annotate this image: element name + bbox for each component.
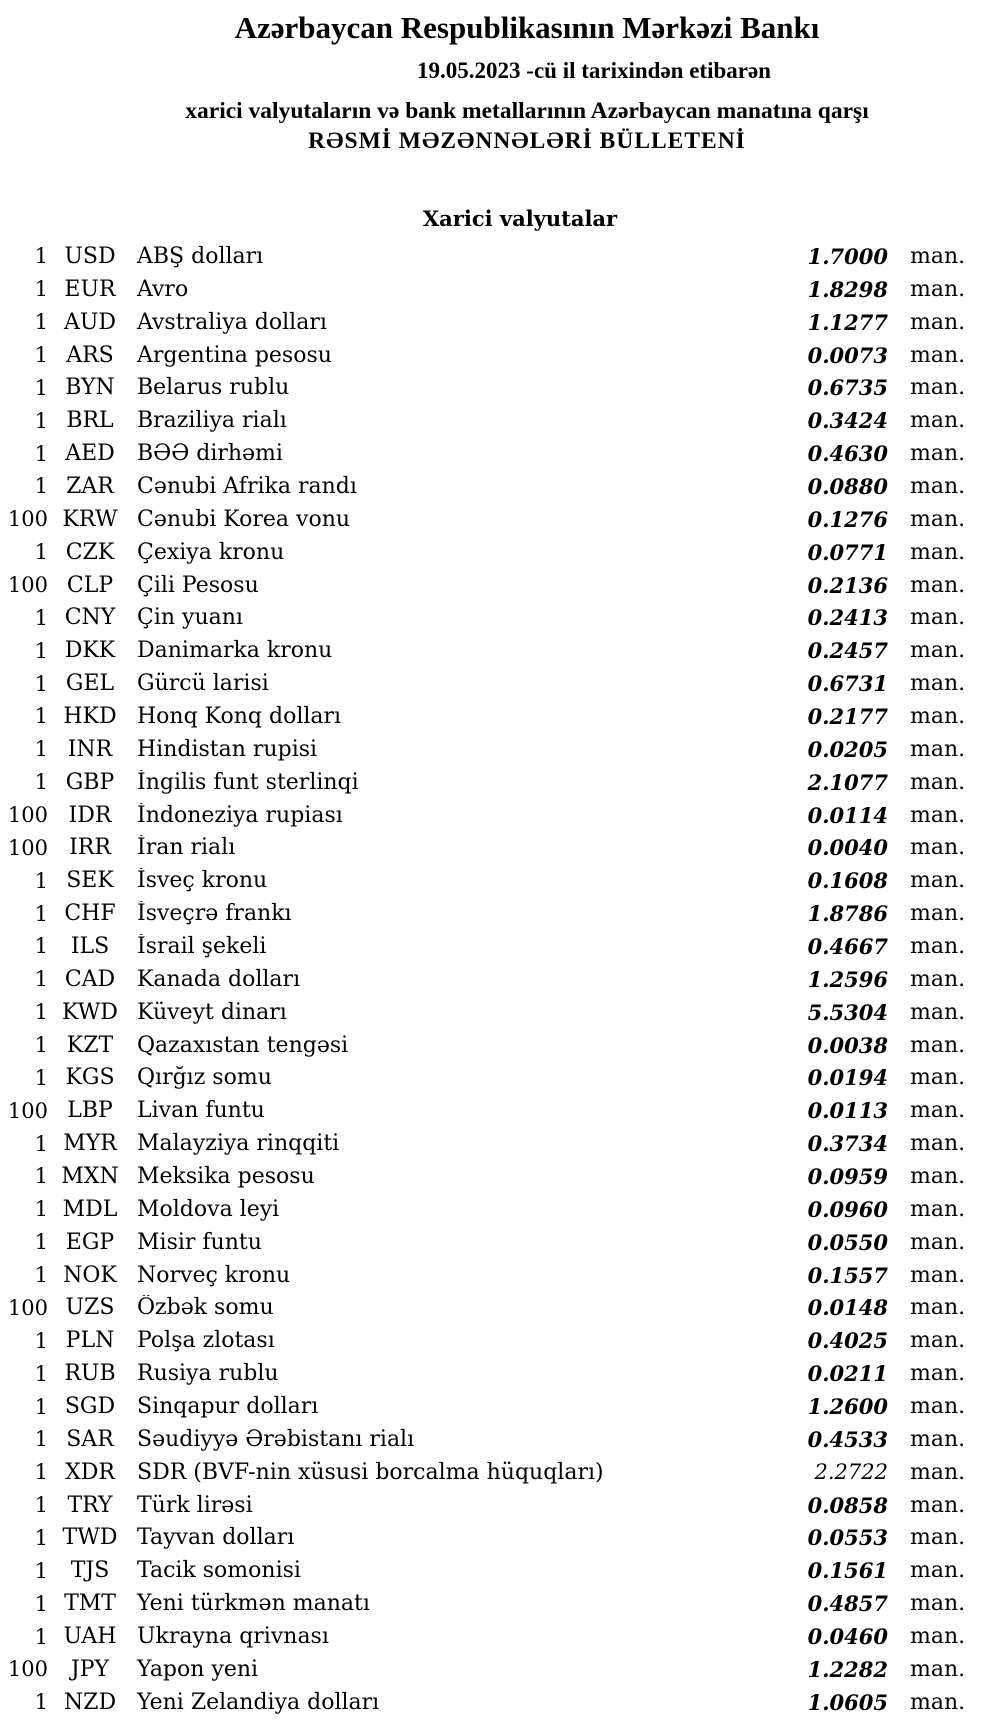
currency-name: Qırğız somu xyxy=(137,1065,272,1091)
currency-code: IRR xyxy=(69,835,111,861)
currency-code: BRL xyxy=(66,408,114,434)
currency-code: GBP xyxy=(65,769,115,795)
manat-unit-label: man. xyxy=(910,506,966,532)
rate-value: 0.0550 xyxy=(807,1229,888,1255)
manat-unit-label: man. xyxy=(910,1163,966,1189)
rate-quantity: 1 xyxy=(34,605,48,630)
currency-code: SAR xyxy=(66,1426,114,1452)
exchange-rates-table xyxy=(0,240,970,1719)
rate-quantity: 1 xyxy=(34,1394,48,1419)
rate-row xyxy=(0,536,970,569)
manat-unit-label: man. xyxy=(910,638,966,664)
rate-quantity: 100 xyxy=(7,835,48,860)
currency-code: CNY xyxy=(64,605,116,631)
currency-code: IDR xyxy=(68,802,112,828)
currency-code: SGD xyxy=(64,1394,116,1419)
bank-title: Azərbaycan Respublikasının Mərkəzi Bankı xyxy=(234,10,820,45)
manat-unit-label: man. xyxy=(910,769,966,795)
rate-quantity: 1 xyxy=(34,277,48,302)
rate-row xyxy=(0,1029,970,1062)
currency-name: İngilis funt sterlinqi xyxy=(137,769,359,795)
currency-code: GEL xyxy=(65,671,115,697)
rate-quantity: 1 xyxy=(34,1558,48,1583)
rate-quantity: 100 xyxy=(7,573,48,598)
rate-value: 0.0194 xyxy=(807,1065,888,1091)
currency-name: Malayziya rinqqiti xyxy=(137,1131,340,1157)
rate-quantity: 1 xyxy=(34,638,48,663)
rate-value: 0.0880 xyxy=(807,473,888,499)
currency-code: TJS xyxy=(70,1558,110,1584)
rate-quantity: 1 xyxy=(34,1164,48,1189)
rate-quantity: 1 xyxy=(34,1591,48,1616)
rate-row xyxy=(0,1620,970,1653)
rate-value: 0.0858 xyxy=(807,1492,888,1518)
rate-row xyxy=(0,306,970,339)
currency-code: ARS xyxy=(66,342,114,368)
currency-name: Sinqapur dolları xyxy=(137,1394,319,1419)
rate-value: 0.6735 xyxy=(807,375,888,401)
currency-name: Qazaxıstan tengəsi xyxy=(137,1032,349,1058)
rate-row xyxy=(0,1390,970,1423)
rate-quantity: 1 xyxy=(34,1525,48,1550)
currency-code: DKK xyxy=(64,638,116,664)
rate-quantity: 1 xyxy=(34,967,48,992)
bulletin-title: RƏSMİ MƏZƏNNƏLƏRİ BÜLLETENİ xyxy=(308,128,746,154)
manat-unit-label: man. xyxy=(910,835,966,861)
rate-value: 0.0113 xyxy=(807,1098,888,1124)
currency-name: Gürcü larisi xyxy=(137,671,269,697)
currency-code: UZS xyxy=(65,1295,115,1321)
manat-unit-label: man. xyxy=(910,999,966,1025)
rate-row xyxy=(0,1094,970,1127)
currency-code: MDL xyxy=(62,1196,118,1222)
currency-code: ILS xyxy=(70,933,110,959)
manat-unit-label: man. xyxy=(910,1525,966,1551)
currency-code: KGS xyxy=(65,1065,115,1091)
currency-name: Norveç kronu xyxy=(137,1262,291,1288)
rate-row xyxy=(0,273,970,306)
currency-name: Braziliya rialı xyxy=(137,408,287,434)
rate-quantity: 1 xyxy=(34,310,48,335)
rate-quantity: 100 xyxy=(7,803,48,828)
currency-name: Danimarka kronu xyxy=(137,638,333,664)
rate-value: 5.5304 xyxy=(807,999,888,1025)
rate-row xyxy=(0,601,970,634)
rate-row xyxy=(0,799,970,832)
rate-value: 0.0148 xyxy=(807,1295,888,1321)
rate-value: 0.2457 xyxy=(807,638,888,664)
rate-value: 1.2282 xyxy=(807,1656,888,1682)
currency-name: İsrail şekeli xyxy=(137,933,267,959)
currency-name: Səudiyyə Ərəbistanı rialı xyxy=(137,1426,415,1452)
rate-value: 0.3424 xyxy=(807,408,888,434)
currency-code: KRW xyxy=(62,506,118,532)
currency-code: AED xyxy=(65,441,115,467)
rate-value: 0.0038 xyxy=(807,1032,888,1058)
rate-quantity: 1 xyxy=(34,474,48,499)
currency-code: MXN xyxy=(61,1163,119,1189)
rate-quantity: 1 xyxy=(34,375,48,400)
currency-name: Kanada dolları xyxy=(137,966,301,992)
manat-unit-label: man. xyxy=(910,1229,966,1255)
currency-name: Tacik somonisi xyxy=(137,1558,301,1584)
manat-unit-label: man. xyxy=(910,1558,966,1584)
rate-row xyxy=(0,240,970,273)
rate-value: 2.2722 xyxy=(814,1460,888,1485)
manat-unit-label: man. xyxy=(910,276,966,302)
rate-value: 1.1277 xyxy=(807,309,888,335)
manat-unit-label: man. xyxy=(910,1361,966,1387)
currency-name: İndoneziya rupiası xyxy=(137,802,343,828)
rate-row xyxy=(0,470,970,503)
rate-row xyxy=(0,1127,970,1160)
manat-unit-label: man. xyxy=(910,473,966,499)
rate-quantity: 100 xyxy=(7,507,48,532)
rate-quantity: 1 xyxy=(34,1493,48,1518)
manat-unit-label: man. xyxy=(910,441,966,467)
rate-value: 0.4667 xyxy=(807,933,888,959)
rate-quantity: 1 xyxy=(34,1197,48,1222)
currency-code: HKD xyxy=(63,703,117,729)
currency-name: Moldova leyi xyxy=(137,1196,280,1222)
currency-name: Belarus rublu xyxy=(137,375,290,401)
rate-quantity: 1 xyxy=(34,1230,48,1255)
currency-code: USD xyxy=(64,243,116,269)
currency-code: UAH xyxy=(63,1624,117,1650)
rate-quantity: 1 xyxy=(34,704,48,729)
rate-row xyxy=(0,831,970,864)
currency-code: KWD xyxy=(62,999,118,1025)
currency-name: Misir funtu xyxy=(137,1229,262,1255)
rate-quantity: 1 xyxy=(34,408,48,433)
manat-unit-label: man. xyxy=(910,375,966,401)
currency-name: Çin yuanı xyxy=(137,605,243,631)
rate-row xyxy=(0,930,970,963)
rate-row xyxy=(0,1226,970,1259)
rate-value: 0.2136 xyxy=(807,572,888,598)
rate-row xyxy=(0,1160,970,1193)
currency-name: İran rialı xyxy=(137,835,236,861)
currency-code: PLN xyxy=(65,1328,115,1354)
rate-value: 1.7000 xyxy=(807,243,888,269)
currency-code: TRY xyxy=(67,1492,113,1518)
rate-value: 0.0771 xyxy=(807,539,888,565)
rate-quantity: 1 xyxy=(34,1361,48,1386)
rate-row xyxy=(0,1522,970,1555)
manat-unit-label: man. xyxy=(910,1459,966,1485)
manat-unit-label: man. xyxy=(910,1065,966,1091)
currency-name: Hindistan rupisi xyxy=(137,736,318,762)
rate-quantity: 1 xyxy=(34,1690,48,1715)
rate-value: 0.1561 xyxy=(807,1558,888,1584)
currency-code: CHF xyxy=(64,901,116,927)
rate-value: 0.1276 xyxy=(807,506,888,532)
rate-row xyxy=(0,404,970,437)
rate-quantity: 1 xyxy=(34,1000,48,1025)
rate-quantity: 1 xyxy=(34,1328,48,1353)
rate-row xyxy=(0,1686,970,1719)
rate-value: 0.0553 xyxy=(807,1525,888,1551)
manat-unit-label: man. xyxy=(910,1394,966,1419)
currency-name: Yeni Zelandiya dolları xyxy=(137,1689,380,1715)
currency-code: JPY xyxy=(70,1656,110,1682)
rate-row xyxy=(0,1653,970,1686)
rate-row xyxy=(0,1423,970,1456)
currency-name: SDR (BVF-nin xüsusi borcalma hüquqları) xyxy=(137,1459,604,1485)
manat-unit-label: man. xyxy=(910,1032,966,1058)
currency-code: LBP xyxy=(67,1098,113,1124)
manat-unit-label: man. xyxy=(910,605,966,631)
currency-name: Avro xyxy=(137,276,189,302)
rate-value: 0.1608 xyxy=(807,868,888,894)
currency-name: Argentina pesosu xyxy=(137,342,332,368)
rate-quantity: 100 xyxy=(7,1098,48,1123)
rate-row xyxy=(0,1292,970,1325)
rate-value: 0.0460 xyxy=(807,1624,888,1650)
rate-row xyxy=(0,897,970,930)
manat-unit-label: man. xyxy=(910,736,966,762)
manat-unit-label: man. xyxy=(910,309,966,335)
rate-quantity: 1 xyxy=(34,934,48,959)
manat-unit-label: man. xyxy=(910,1295,966,1321)
rate-quantity: 1 xyxy=(34,901,48,926)
currency-name: Cənubi Afrika randı xyxy=(137,473,357,499)
currency-code: AUD xyxy=(63,309,117,335)
manat-unit-label: man. xyxy=(910,671,966,697)
currency-name: Yapon yeni xyxy=(137,1656,259,1682)
currency-name: ABŞ dolları xyxy=(137,243,264,269)
manat-unit-label: man. xyxy=(910,1426,966,1452)
currency-name: Honq Konq dolları xyxy=(137,703,342,729)
currency-name: Meksika pesosu xyxy=(137,1163,315,1189)
rate-quantity: 1 xyxy=(34,1033,48,1058)
manat-unit-label: man. xyxy=(910,802,966,828)
rate-quantity: 1 xyxy=(34,244,48,269)
rate-value: 0.6731 xyxy=(807,671,888,697)
rate-value: 0.0211 xyxy=(807,1361,888,1387)
rate-row xyxy=(0,766,970,799)
rate-row xyxy=(0,1554,970,1587)
manat-unit-label: man. xyxy=(910,539,966,565)
currency-name: Çili Pesosu xyxy=(137,572,259,598)
rate-value: 1.0605 xyxy=(807,1689,888,1715)
rate-value: 0.4533 xyxy=(807,1426,888,1452)
rate-quantity: 1 xyxy=(34,1131,48,1156)
rate-row xyxy=(0,864,970,897)
bulletin-header xyxy=(27,12,1000,154)
manat-unit-label: man. xyxy=(910,572,966,598)
currency-name: Rusiya rublu xyxy=(137,1361,279,1387)
rate-value: 0.0959 xyxy=(807,1163,888,1189)
currency-name: Türk lirəsi xyxy=(137,1492,253,1518)
manat-unit-label: man. xyxy=(910,1131,966,1157)
rate-value: 0.0205 xyxy=(807,736,888,762)
rate-row xyxy=(0,569,970,602)
currency-code: EGP xyxy=(65,1229,115,1255)
currency-code: CAD xyxy=(64,966,116,992)
rate-row xyxy=(0,371,970,404)
rate-row xyxy=(0,1357,970,1390)
rate-quantity: 1 xyxy=(34,868,48,893)
rate-value: 1.8298 xyxy=(807,276,888,302)
currency-code: CZK xyxy=(65,539,115,565)
currency-name: Çexiya kronu xyxy=(137,539,285,565)
manat-unit-label: man. xyxy=(910,703,966,729)
rate-value: 0.0073 xyxy=(807,342,888,368)
rate-row xyxy=(0,733,970,766)
currency-code: CLP xyxy=(66,572,114,598)
manat-unit-label: man. xyxy=(910,1196,966,1222)
currency-code: NZD xyxy=(63,1689,117,1715)
section-title-foreign-currencies: Xarici valyutalar xyxy=(422,206,618,231)
currency-name: İsveçrə frankı xyxy=(137,901,292,927)
currency-code: TWD xyxy=(62,1525,118,1551)
rate-row xyxy=(0,1456,970,1489)
rate-row xyxy=(0,1587,970,1620)
manat-unit-label: man. xyxy=(910,1492,966,1518)
rate-quantity: 1 xyxy=(34,1427,48,1452)
rate-value: 0.1557 xyxy=(807,1262,888,1288)
currency-code: TMT xyxy=(64,1591,116,1617)
currency-name: Özbək somu xyxy=(137,1295,274,1321)
currency-name: Ukrayna qrivnası xyxy=(137,1624,329,1650)
manat-unit-label: man. xyxy=(910,933,966,959)
rate-value: 1.2596 xyxy=(807,966,888,992)
currency-name: Cənubi Korea vonu xyxy=(137,506,351,532)
rate-value: 0.2413 xyxy=(807,605,888,631)
manat-unit-label: man. xyxy=(910,1656,966,1682)
rate-row xyxy=(0,339,970,372)
rate-row xyxy=(0,996,970,1029)
subtitle-line: xarici valyutaların və bank metallarının Azərbaycan manatına qarşı xyxy=(185,98,869,124)
rate-value: 0.0960 xyxy=(807,1196,888,1222)
currency-name: Polşa zlotası xyxy=(137,1328,275,1354)
rate-quantity: 100 xyxy=(7,1657,48,1682)
manat-unit-label: man. xyxy=(910,342,966,368)
manat-unit-label: man. xyxy=(910,1689,966,1715)
rate-row xyxy=(0,963,970,996)
manat-unit-label: man. xyxy=(910,243,966,269)
currency-code: NOK xyxy=(63,1262,117,1288)
currency-code: BYN xyxy=(65,375,115,401)
rate-value: 1.2600 xyxy=(807,1394,888,1419)
rate-quantity: 1 xyxy=(34,1460,48,1485)
currency-code: XDR xyxy=(65,1459,115,1485)
rate-quantity: 1 xyxy=(34,1624,48,1649)
rate-value: 0.4630 xyxy=(807,441,888,467)
rate-value: 0.4857 xyxy=(807,1591,888,1617)
rate-value: 0.0040 xyxy=(807,835,888,861)
manat-unit-label: man. xyxy=(910,1328,966,1354)
currency-name: Tayvan dolları xyxy=(137,1525,295,1551)
currency-name: Yeni türkmən manatı xyxy=(137,1591,370,1617)
rate-row xyxy=(0,1324,970,1357)
rate-quantity: 1 xyxy=(34,671,48,696)
manat-unit-label: man. xyxy=(910,1624,966,1650)
rate-quantity: 1 xyxy=(34,770,48,795)
currency-code: MYR xyxy=(63,1131,117,1157)
rate-row xyxy=(0,437,970,470)
currency-code: RUB xyxy=(64,1361,116,1387)
currency-name: Küveyt dinarı xyxy=(137,999,287,1025)
currency-code: ZAR xyxy=(66,473,114,499)
effective-date-line: 19.05.2023 -cü il tarixindən etibarən xyxy=(417,58,771,83)
manat-unit-label: man. xyxy=(910,901,966,927)
currency-name: Livan funtu xyxy=(137,1098,265,1124)
rate-value: 0.3734 xyxy=(807,1131,888,1157)
manat-unit-label: man. xyxy=(910,966,966,992)
rate-row xyxy=(0,1193,970,1226)
manat-unit-label: man. xyxy=(910,1098,966,1124)
rate-row xyxy=(0,1061,970,1094)
rate-quantity: 1 xyxy=(34,343,48,367)
rate-row xyxy=(0,1489,970,1522)
rate-quantity: 100 xyxy=(7,1295,48,1320)
currency-code: SEK xyxy=(66,868,114,894)
rate-quantity: 1 xyxy=(34,1263,48,1288)
rate-value: 0.2177 xyxy=(807,703,888,729)
rate-value: 2.1077 xyxy=(807,769,888,795)
currency-name: BƏƏ dirhəmi xyxy=(137,441,283,467)
rate-quantity: 1 xyxy=(34,1065,48,1090)
currency-code: KZT xyxy=(66,1032,114,1058)
rate-value: 0.4025 xyxy=(807,1328,888,1354)
manat-unit-label: man. xyxy=(910,868,966,894)
currency-code: EUR xyxy=(64,276,116,302)
rate-row xyxy=(0,667,970,700)
rate-value: 1.8786 xyxy=(807,901,888,927)
currency-code: INR xyxy=(67,736,113,762)
currency-name: Avstraliya dolları xyxy=(137,309,327,335)
rate-quantity: 1 xyxy=(34,737,48,762)
rate-row xyxy=(0,700,970,733)
manat-unit-label: man. xyxy=(910,1591,966,1617)
currency-name: İsveç kronu xyxy=(137,868,268,894)
manat-unit-label: man. xyxy=(910,1262,966,1288)
rate-quantity: 1 xyxy=(34,441,48,466)
manat-unit-label: man. xyxy=(910,408,966,434)
rate-row xyxy=(0,503,970,536)
rate-value: 0.0114 xyxy=(807,802,888,828)
rate-quantity: 1 xyxy=(34,540,48,565)
rate-row xyxy=(0,634,970,667)
rate-row xyxy=(0,1259,970,1292)
